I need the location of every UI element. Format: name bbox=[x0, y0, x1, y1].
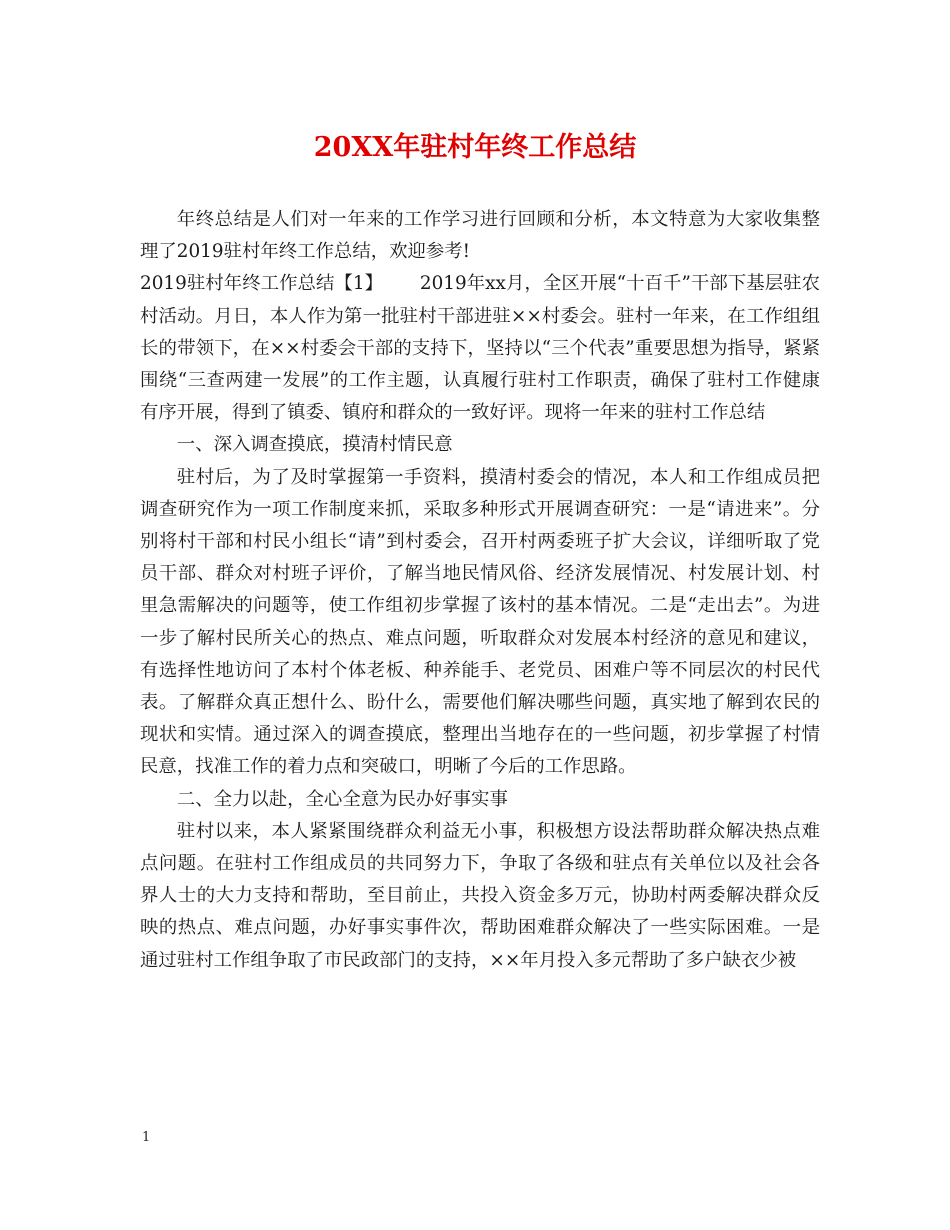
paragraph-2: 驻村以来，本人紧紧围绕群众利益无小事，积极想方设法帮助群众解决热点难点问题。在驻村工作组成员的共同努力下，争取了各级和驻点有关单位以及社会各界人士的大力支持和帮助，至目前止，共投入资金多万元，协助村两委解决群众反映的热点、难点问题，办好事实事件次，帮助困难群众解决了一些实际困难。一是通过驻村工作组争取了市民政部门的支持，××年月投入多元帮助了多户缺衣少被 bbox=[140, 820, 820, 971]
heading-2: 二、全力以赴，全心全意为民办好事实事 bbox=[176, 788, 508, 810]
section-paragraph bbox=[140, 268, 820, 429]
heading-1: 一、深入调查摸底，摸清村情民意 bbox=[176, 434, 453, 456]
document-title: 20XX年驻村年终工作总结 bbox=[313, 132, 637, 163]
page-number: 1 bbox=[142, 1130, 151, 1145]
document-body bbox=[140, 204, 820, 977]
section-heading: 2019驻村年终工作总结【1】 bbox=[140, 273, 384, 295]
paragraph-1: 驻村后，为了及时掌握第一手资料，摸清村委会的情况，本人和工作组成员把调查研究作为一项工作制度来抓，采取多种形式开展调查研究：一是“请进来”。分别将村干部和村民小组长“请”到村委会，召开村两委班子扩大会议，详细听取了党员干部、群众对村班子评价，了解当地民情风俗、经济发展情况、村发展计划、村里急需解决的问题等，使工作组初步掌握了该村的基本情况。二是“走出去”。为进一步了解村民所关心的热点、难点问题，听取群众对发展本村经济的意见和建议，有选择性地访问了本村个体老板、种养能手、老党员、困难户等不同层次的村民代表。了解群众真正想什么、盼什么，需要他们解决哪些问题，真实地了解到农民的现状和实情。通过深入的调查摸底，整理出当地存在的一些问题，初步掌握了村情民意，找准工作的着力点和突破口，明晰了今后的工作思路。 bbox=[140, 466, 820, 778]
section-lead-text: 2019年xx月，全区开展“十百千”干部下基层驻农村活动。月日，本人作为第一批驻村干部进驻××村委会。驻村一年来，在工作组组长的带领下，在××村委会干部的支持下，坚持以“三个代表”重要思想为指导，紧紧围绕“三查两建一发展”的工作主题，认真履行驻村工作职责，确保了驻村工作健康有序开展，得到了镇委、镇府和群众的一致好评。现将一年来的驻村工作总结 bbox=[140, 273, 820, 424]
intro-paragraph: 年终总结是人们对一年来的工作学习进行回顾和分析，本文特意为大家收集整理了2019驻村年终工作总结，欢迎参考! bbox=[140, 209, 820, 263]
